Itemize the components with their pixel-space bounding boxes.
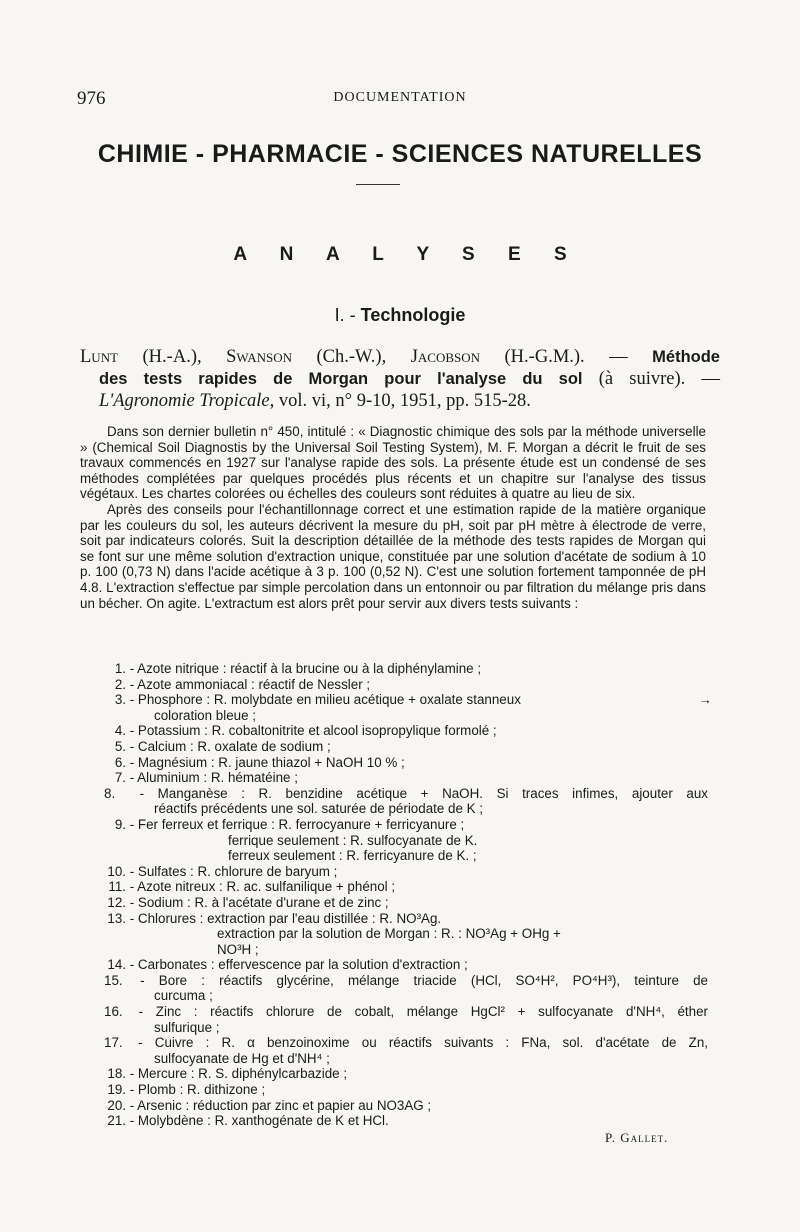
subsection-label: Technologie [360,305,466,325]
test-subline: NO³H ; [217,941,259,957]
list-item [104,864,708,880]
test-line [104,755,708,771]
paragraph: Dans son dernier bulletin n° 450, intitulé : « Diagnostic chimique des sols par la méthode universelle » (Chemical Soil Diagnostis by the Universal Soil Testing System), M. F. Morgan a décrit le fruit de ses travaux commencés en 1927 sur l'analyse rapide des sols. La présente étude est un condensé de ses méthodes complétées par quelques procédés plus récents et un chapitre sur l'analyse des tissus végétaux. Les chartes colorées ou échelles des couleurs sont réduites à quatre au lieu de six. [80,424,706,502]
list-item [104,661,708,677]
test-number: 1. [114,661,126,676]
author-jacobson: Jacobson [410,347,481,367]
test-text: - Phosphore : R. molybdate en milieu acétique + oxalate stanneux [126,692,521,708]
list-item [104,786,708,817]
list-item [104,1004,708,1035]
list-item [104,1098,708,1114]
paragraph: Après des conseils pour l'échantillonnage correct et une estimation rapide de la matière organique par les couleurs du sol, les auteurs décrivent la mesure du pH, soit par pH mètre à électrode de verre, soit par indicateurs colorés. Suit la description détaillée de la méthode des tests rapides de Morgan qui se font sur une même solution d'extraction unique, constituée par une solution d'acétate de sodium à 10 p. 100 (0,73 N) dans l'acide acétique à 3 p. 100 (0,52 N). C'est une solution fortement tamponnée de pH 4.8. L'extraction s'effectue par simple percolation dans un entonnoir ou par filtration du mélange pris dans un bécher. On agite. L'extractum est alors prêt pour servir aux divers tests suivants : [80,501,706,611]
abstract-body [80,424,706,611]
divider [356,184,400,185]
list-item [104,1035,708,1066]
test-number: 15. [104,972,123,988]
page-number: 976 [77,88,106,109]
author-initials-2: (Ch.-W.), [292,347,411,367]
test-text: - Fer ferreux et ferrique : R. ferrocyanure + ferricyanure ; [126,816,465,832]
test-text: - Zinc : réactifs chlorure de cobalt, mélange HgCl² + sulfocyanate d'NH⁴, éther [126,1004,708,1020]
heading-analyses: A N A L Y S E S [233,244,581,265]
author-initials-1: (H.-A.), [118,347,227,367]
test-text: - Sodium : R. à l'acétate d'urane et de zinc ; [126,894,389,910]
test-line [104,911,708,927]
test-text: - Calcium : R. oxalate de sodium ; [126,738,331,754]
test-number: 3. [114,692,126,708]
article-title-1: Méthode [652,348,720,366]
citation [80,346,720,412]
test-number: 17. [104,1035,123,1051]
test-line [104,786,708,802]
test-number: 7. [114,770,126,786]
test-number: 13. [107,910,126,926]
list-item [104,1082,708,1098]
test-text: - Molybdène : R. xanthogénate de K et HCl. [126,1113,389,1129]
test-text: - Azote nitreux : R. ac. sulfanilique + phénol ; [126,879,396,895]
test-subline: extraction par la solution de Morgan : R. : NO³Ag + OHg + [217,926,561,942]
test-subline: ferreux seulement : R. ferricyanure de K. ; [228,848,477,864]
test-continuation: curcuma ; [154,988,213,1004]
article-title-2: des tests rapides de Morgan pour l'analyse du sol [99,370,583,388]
author-signature: P. Gallet. [605,1130,669,1145]
test-number: 20. [107,1097,126,1113]
test-text: - Aluminium : R. hématéine ; [126,770,298,786]
test-number: 18. [107,1066,126,1082]
test-line [104,957,708,973]
citation-line-2 [80,368,720,390]
test-number: 12. [107,894,126,910]
author-swanson: Swanson [226,347,292,367]
test-text: - Azote nitrique : réactif à la brucine ou à la diphénylamine ; [126,661,482,676]
list-item [104,1066,708,1082]
test-text: - Chlorures : extraction par l'eau distillée : R. NO³Ag. [126,910,442,926]
test-number: 5. [114,738,126,754]
list-item [104,911,708,958]
list-item [104,723,708,739]
test-number: 21. [107,1113,126,1129]
test-continuation: coloration bleue ; [154,707,256,723]
test-text: - Carbonates : effervescence par la solution d'extraction ; [126,957,468,973]
test-number: 10. [107,863,126,879]
list-item [104,817,708,864]
tests-list [104,661,712,1129]
test-line [104,1098,708,1114]
list-item [104,895,708,911]
test-continuation: sulfocyanate de Hg et d'NH⁴ ; [154,1050,330,1066]
test-text: - Azote ammoniacal : réactif de Nessler ; [126,676,371,692]
test-line [104,677,708,693]
test-subline: ferrique seulement : R. sulfocyanate de K. [228,832,478,848]
test-line [104,661,708,677]
list-item [104,879,708,895]
test-text: - Magnésium : R. jaune thiazol + NaOH 10 % ; [126,754,405,770]
test-line [104,1066,708,1082]
author-lunt: Lunt [80,347,119,367]
list-item [104,973,708,1004]
test-number: 4. [114,723,126,739]
test-number: 9. [114,816,126,832]
test-text: - Manganèse : R. benzidine acétique + NaOH. Si traces infimes, ajouter aux [126,785,708,801]
journal-details: vol. vi, n° 9-10, 1951, pp. 515-28. [274,391,531,411]
test-number: 8. [104,785,116,801]
subsection-title [0,305,800,326]
test-line [104,1004,708,1020]
test-line [104,723,708,739]
test-line [104,739,708,755]
citation-line-3 [80,390,720,412]
test-number: 2. [114,676,126,692]
test-text: - Mercure : R. S. diphénylcarbazide ; [126,1066,348,1082]
test-line [104,692,712,708]
list-item [104,957,708,973]
test-number: 19. [107,1082,126,1098]
list-item [104,677,708,693]
test-text: - Potassium : R. cobaltonitrite et alcool isopropylique formolé ; [126,723,497,739]
test-line [104,1035,708,1051]
list-item [104,739,708,755]
test-number: 16. [104,1004,123,1020]
list-item [104,692,712,723]
test-line [104,1113,708,1129]
test-line [104,879,708,895]
suite-note: (à suivre). — [582,369,720,389]
test-text: - Plomb : R. dithizone ; [126,1082,266,1098]
running-head: DOCUMENTATION [333,90,467,105]
section-title: CHIMIE - PHARMACIE - SCIENCES NATURELLES [97,140,703,168]
test-line [104,770,708,786]
test-text: - Bore : réactifs glycérine, mélange triacide (HCl, SO⁴H², PO⁴H³), teinture de [126,972,708,988]
list-item [104,770,708,786]
test-text: - Cuivre : R. α benzoinoxime ou réactifs suivants : FNa, sol. d'acétate de Zn, [126,1035,708,1051]
test-continuation: réactifs précédents une sol. saturée de périodate de K ; [154,801,484,817]
test-text: - Arsenic : réduction par zinc et papier au NO3AG ; [126,1097,432,1113]
test-line [104,864,708,880]
subsection-number: I. - [334,305,361,325]
test-number: 14. [107,957,126,973]
journal-name: L'Agronomie Tropicale, [99,391,275,411]
author-initials-3: (H.-G.M.). — [480,347,653,367]
test-number: 6. [114,754,126,770]
test-line [104,895,708,911]
test-line [104,817,708,833]
test-number: 11. [108,879,126,895]
list-item [104,755,708,771]
test-text: - Sulfates : R. chlorure de baryum ; [126,863,338,879]
citation-line-1 [80,346,720,368]
test-continuation: sulfurique ; [154,1019,220,1035]
test-line [104,973,708,989]
arrow-icon: → [698,692,712,708]
list-item [104,1113,708,1129]
test-line [104,1082,708,1098]
